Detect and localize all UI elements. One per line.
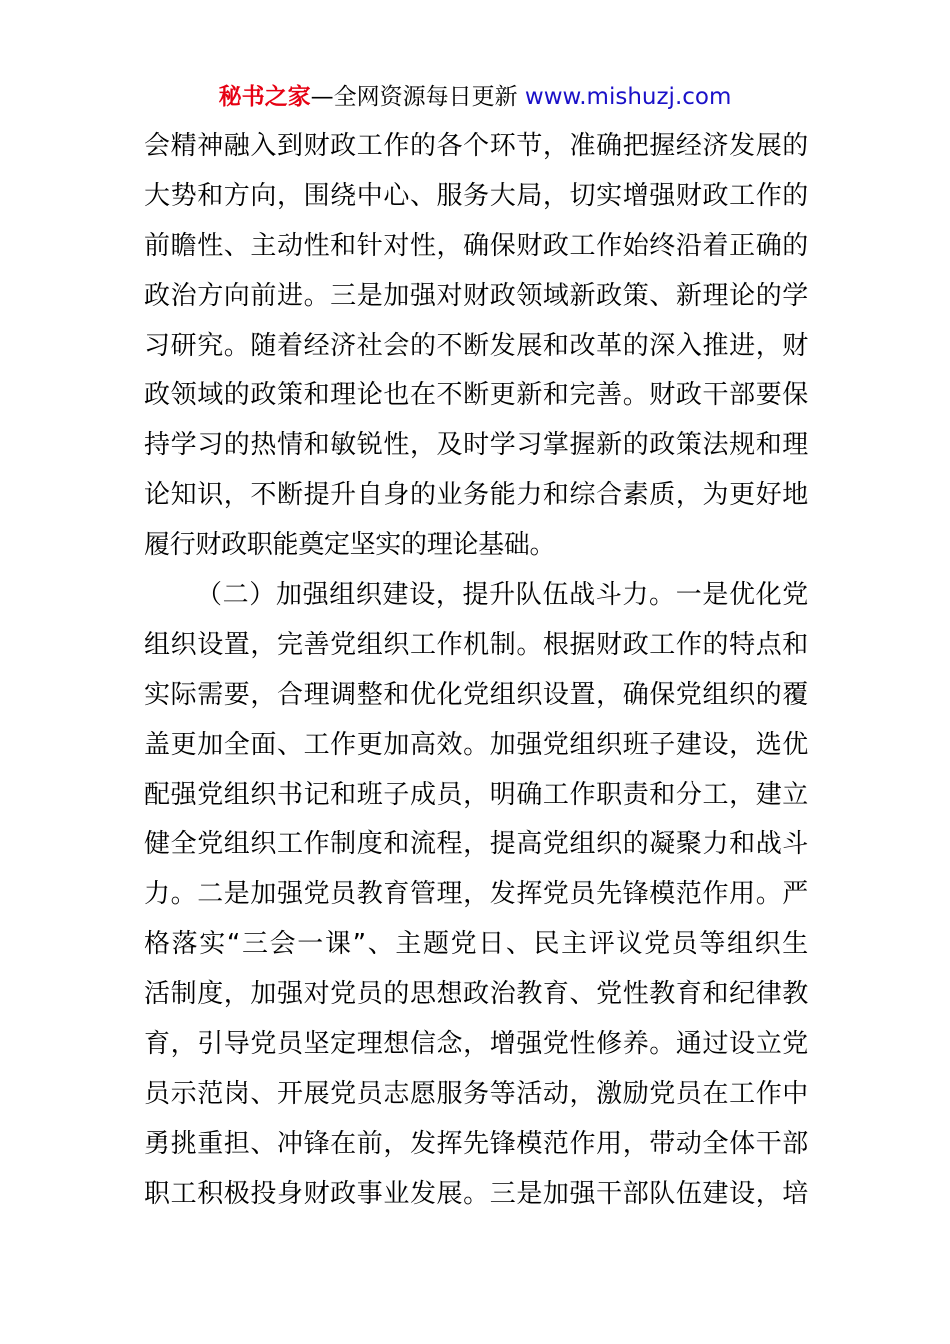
text-line: 盖更加全面、工作更加高效。加强党组织班子建设，选优: [144, 729, 808, 760]
text-line: 政领域的政策和理论也在不断更新和完善。财政干部要保: [144, 380, 808, 411]
text-line: 健全党组织工作制度和流程，提高党组织的凝聚力和战斗: [144, 829, 808, 860]
site-brand: 秘书之家: [218, 84, 311, 110]
text-line: 政治方向前进。三是加强对财政领域新政策、新理论的学: [144, 280, 808, 311]
paragraph-heading-line: （二）加强组织建设，提升队伍战斗力。一是优化党: [196, 580, 808, 611]
document-body: [144, 122, 808, 1220]
text-line: 职工积极投身财政事业发展。三是加强干部队伍建设，培: [144, 1178, 808, 1209]
text-line: 论知识，不断提升自身的业务能力和综合素质，为更好地: [144, 480, 808, 511]
text-line: 实际需要，合理调整和优化党组织设置，确保党组织的覆: [144, 679, 808, 710]
text-line: 会精神融入到财政工作的各个环节，准确把握经济发展的: [144, 131, 808, 161]
text-line: 履行财政职能奠定坚实的理论基础。: [144, 530, 556, 561]
site-tagline: —全网资源每日更新: [310, 84, 525, 110]
text-line: 持学习的热情和敏锐性，及时学习掌握新的政策法规和理: [144, 430, 808, 461]
text-line: 配强党组织书记和班子成员，明确工作职责和分工，建立: [144, 779, 808, 810]
site-url-link[interactable]: www.mishuzj.com: [524, 84, 732, 110]
text-line: 员示范岗、开展党员志愿服务等活动，激励党员在工作中: [144, 1078, 808, 1109]
text-line: 格落实“三会一课”、主题党日、民主评议党员等组织生: [144, 929, 808, 960]
text-line: 勇挑重担、冲锋在前，发挥先锋模范作用，带动全体干部: [144, 1128, 808, 1159]
site-header: [0, 80, 950, 114]
text-line: 育，引导党员坚定理想信念，增强党性修养。通过设立党: [144, 1029, 808, 1060]
text-line: 前瞻性、主动性和针对性，确保财政工作始终沿着正确的: [144, 230, 808, 261]
text-line: 组织设置，完善党组织工作机制。根据财政工作的特点和: [144, 629, 808, 660]
text-line: 力。二是加强党员教育管理，发挥党员先锋模范作用。严: [144, 879, 808, 910]
text-line: 大势和方向，围绕中心、服务大局，切实增强财政工作的: [144, 180, 808, 211]
text-line: 活制度，加强对党员的思想政治教育、党性教育和纪律教: [144, 979, 808, 1010]
text-line: 习研究。随着经济社会的不断发展和改革的深入推进，财: [144, 330, 808, 361]
